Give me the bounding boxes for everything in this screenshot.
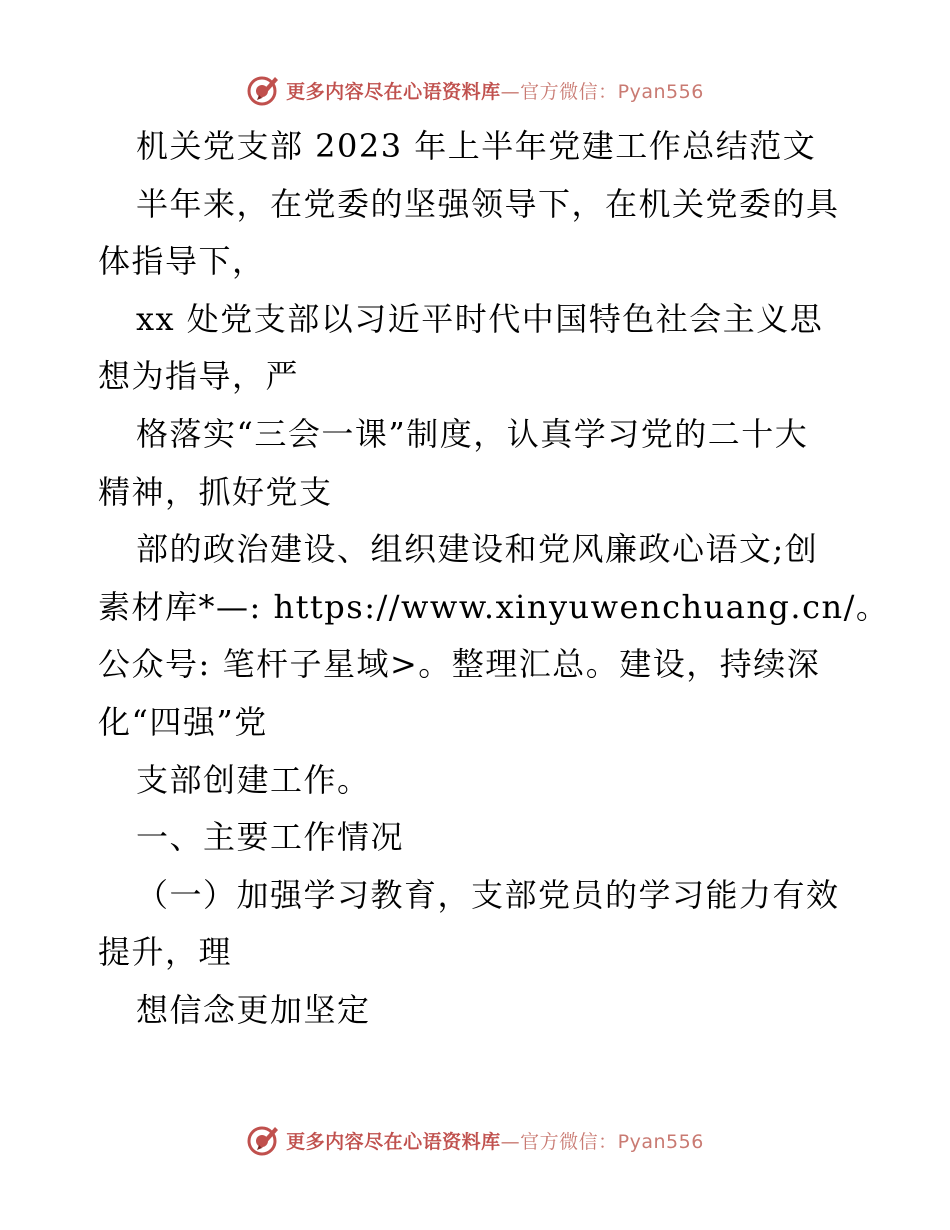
document-body (98, 118, 890, 1040)
subsection-heading-continued: 想信念更加坚定 (136, 990, 371, 1029)
paragraph-line: 化“四强”党 (98, 702, 268, 741)
header-watermark-wechat: —官方微信：Pyan556 (500, 80, 704, 103)
header-watermark-brand: 更多内容尽在心语资料库 (286, 80, 501, 103)
pen-logo-icon (246, 1123, 280, 1157)
header-watermark-banner (0, 70, 950, 110)
paragraph-line: 精神，抓好党支 (98, 472, 333, 511)
document-title: 机关党支部 2023 年上半年党建工作总结范文 (136, 127, 817, 165)
footer-watermark-content (246, 1123, 704, 1157)
paragraph-line: 公众号: 笔杆子星域>。整理汇总。建设，持续深 (98, 645, 821, 684)
footer-watermark-wechat: —官方微信：Pyan556 (500, 1130, 704, 1153)
paragraph-line: 体指导下， (98, 242, 266, 281)
paragraph-line: 部的政治建设、组织建设和党风廉政心语文;创 (136, 530, 819, 569)
paragraph-line: 素材库*—: https://www.xinyuwenchuang.cn/。 (98, 587, 890, 626)
paragraph-line: xx 处党支部以习近平时代中国特色社会主义思 (136, 299, 824, 338)
paragraph-line: 想为指导，严 (98, 357, 300, 396)
footer-watermark-brand: 更多内容尽在心语资料库 (286, 1130, 501, 1153)
paragraph-line: 半年来，在党委的坚强领导下，在机关党委的具 (136, 184, 840, 223)
paragraph-line: 格落实“三会一课”制度，认真学习党的二十大 (136, 414, 809, 453)
footer-watermark-banner (0, 1120, 950, 1160)
section-heading: 一、主要工作情况 (136, 818, 405, 857)
paragraph-line: 支部创建工作。 (136, 760, 371, 799)
header-watermark-text (286, 77, 704, 104)
pen-logo-icon (246, 73, 280, 107)
subsection-heading-continued: 提升，理 (98, 933, 233, 972)
header-watermark-content (246, 73, 704, 107)
subsection-heading: （一）加强学习教育，支部党员的学习能力有效 (136, 875, 840, 914)
footer-watermark-text (286, 1127, 704, 1154)
